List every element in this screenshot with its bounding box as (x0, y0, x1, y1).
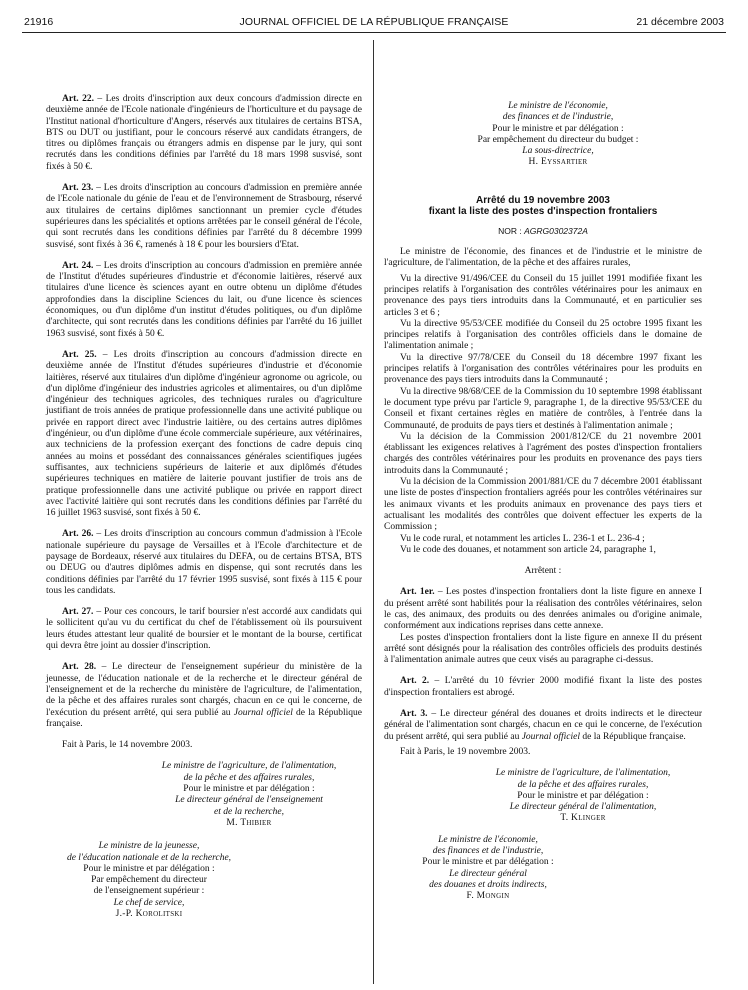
article-text: – Le directeur général des douanes et droits indirects et le directeur général de l'alimentation sont chargés, chacun en ce qui le concerne, de l'exécution du présent arrêté, qui sera publié au (384, 709, 702, 742)
signature-line: de la pêche et des affaires rurales, (183, 772, 315, 783)
article-text: – Les postes d'inspection frontaliers dont la liste figure en annexe I du présent arrêté sont habilités pour la réalisation des contrôles vétérinaires, selon le cas, des animaux, des produits ou des denrées animales ou d'origine animale, conformément aux indications reprises dans cette annexe. (384, 587, 702, 632)
article-text: – Le directeur de l'enseignement supérieur du ministère de la jeunesse, de l'éducation nationale et de la recherche et le directeur général de l'enseignement et de la recherche du ministère de l'agriculture, de l'alimentation, de la pêche et des affaires rurales sont chargés, chacun en ce qui le concerne, de l'exécution du présent arrêté, qui sera publié au (46, 662, 362, 718)
issue-date: 21 décembre 2003 (636, 16, 724, 28)
signing-place-date: Fait à Paris, le 19 novembre 2003. (400, 746, 531, 757)
signature-line: Le ministre de la jeunesse, (98, 841, 200, 852)
visa: Vu le code rural, et notamment les articles L. 236-1 et L. 236-4 ; (400, 533, 645, 544)
article-text: – Les droits d'inscription au concours d'admission directe en deuxième année de l'Institut d'études supérieures d'industrie et d'économie laitières, réservé aux titulaires d'un diplôme d'ingénieur agronome ou agricole, ou d'un diplôme d'ingénieur des industries agricoles et alimentaires, ou d'un diplôme d'ingénieur des techniques agricoles, des techniques rurales ou d'agriculture justifiant de trois années de pratique professionnelle dans une activité publique ou privée en rapport direct avec l'industrie laitière, ou des certains autres diplômes d'ingénieur, ou d'un diplôme d'une école commerciale supérieure, aux vétérinaires, aux techniciens de la profession exerçant des fonctions de cadre depuis cinq années au moins et possédant des connaissances générales scientifiques jugées suffisantes, aux techniciens supérieurs de laiterie et aux diplômés d'études supérieures techniques en matière de laiterie pouvant justifier de trois ans de pratique professionnelle dans une activité publique ou privée en rapport direct avec l'activité laitière qui sont recrutés dans les conditions définies par l'arrêté du 16 juillet 1963 susvisé, sont fixés à 50 €. (46, 349, 362, 519)
signature-line: Le chef de service, (113, 897, 185, 908)
article-text: – Les droits d'inscription aux deux concours d'admission directe en deuxième année de l'Ecole nationale d'ingénieurs de l'horticulture et du paysage de l'Institut national d'horticulture d'Angers, réservés aux titulaires de certains BTSA, BTS ou DUT ou justifiant, pour le concours réservé aux candidats étrangers, de titres ou diplômes français ou étrangers admis en dispense par le jury, qui sont recrutés dans les conditions définies par l'arrêté du 18 mars 1998 susvisé, sont fixés à 50 €. (46, 94, 362, 172)
signatory-name: T. Klinger (560, 813, 606, 824)
article-23 (46, 183, 362, 251)
left-column (46, 94, 362, 920)
arretent-heading: Arrêtent : (524, 566, 562, 577)
article-text: – Pour ces concours, le tarif boursier n'est accordé aux candidats qui le sollicitent qu'au vu du certificat du chef de l'établissement où ils poursuivent leurs études attestant leur qualité de boursier et le montant de la bourse, certificat qui devra être joint au dossier d'inscription. (46, 607, 362, 652)
signatory-name: H. Eyssartier (528, 157, 588, 168)
signing-place-date: Fait à Paris, le 14 novembre 2003. (62, 740, 193, 751)
signature-line: Pour le ministre et par délégation : (422, 857, 554, 868)
signature-education (46, 841, 362, 920)
article-text: – Les droits d'inscription au concours commun d'admission à l'Ecole nationale supérieure du paysage de Versailles et à l'Ecole d'architecture et de paysage de Bordeaux, réservé aux titulaires du DEFA, ou de certains BTSA, BTS ou DEUG ou d'autres diplômes admis en dispense, qui sont recrutés dans les conditions définies par l'arrêté du 17 février 1995 susvisé, sont fixés à 115 € pour tous les candidats. (46, 529, 362, 596)
signature-economy-bottom (384, 835, 702, 903)
page-header (22, 10, 726, 33)
right-column (384, 101, 702, 903)
article-2 (384, 676, 702, 699)
article-label: Art. 26. (62, 529, 94, 540)
article-text: – L'arrêté du 10 février 2000 modifié fixant la liste des postes d'inspection frontaliers est abrogé. (384, 676, 702, 698)
article-26 (46, 529, 362, 597)
article-label: Art. 24. (62, 260, 94, 271)
signature-line: des finances et de l'industrie, (432, 846, 544, 857)
journal-reference: Journal officiel (233, 707, 293, 718)
article-text: – Les droits d'inscription au concours d'admission en première année de l'Institut d'études supérieures d'industrie et d'économie laitières, réservé aux titulaires d'une licence ès sciences ayant en outre obtenu un diplôme d'études approfondies dans la discipline Sciences du lait, ou d'une licence ès sciences économiques, ou d'un diplôme d'un institut d'études politiques, ou d'un diplôme d'architecte, qui sont recrutés dans les conditions définies par l'arrêté du 16 juillet 1963 susvisé, sont fixés à 50 €. (46, 260, 362, 339)
signature-line: Le directeur général (449, 868, 527, 879)
article-1 (384, 587, 702, 632)
signature-line: de l'enseignement supérieur : (93, 886, 205, 897)
nor-code: AGRG0302372A (524, 225, 588, 236)
signature-line: Le ministre de l'économie, (438, 834, 538, 845)
signatory-name: F. Mongin (466, 891, 510, 902)
article-28 (46, 662, 362, 730)
article-label: Art. 25. (62, 349, 97, 360)
signature-line: des douanes et droits indirects, (429, 879, 547, 890)
signature-line: Le directeur général de l'enseignement (175, 795, 323, 806)
signatory-name: M. Thibier (226, 817, 272, 828)
signature-line: Pour le ministre et par délégation : (83, 863, 215, 874)
signatory-name: J.-P. Korolitski (115, 909, 183, 919)
signature-agriculture-right (384, 768, 702, 824)
article-text: – Les droits d'inscription au concours d'admission en première année de l'Ecole nationale du génie de l'eau et de l'environnement de Strasbourg, réservé aux titulaires de certains diplômes sanctionnant un premier cycle d'études supérieures dans les spécialités et options arrêtées par le conseil général de l'école, qui sont recrutés dans les conditions définies par l'arrêté du 8 décembre 1999 susvisé, sont fixés à 36 €, ramenés à 18 € pour les boursiers d'Etat. (46, 183, 362, 250)
signature-agriculture (46, 761, 362, 829)
journal-title: JOURNAL OFFICIEL DE LA RÉPUBLIQUE FRANÇAISE (239, 16, 509, 28)
signature-line: des finances et de l'industrie, (502, 112, 614, 123)
article-1-paragraph-2: Les postes d'inspection frontaliers dont la liste figure en annexe II du présent arrêté sont désignés pour la réalisation des contrôles officiels des produits destinés à l'alimentation animale autres que ceux visés au paragraphe ci-dessus. (384, 632, 702, 666)
article-27 (46, 607, 362, 652)
signature-line: Pour le ministre et par délégation : (517, 790, 649, 801)
nor-reference (384, 226, 702, 237)
visa: Vu la directive 98/68/CEE de la Commission du 10 septembre 1998 établissant le document type prévu par l'article 9, paragraphe 1, de la directive 95/53/CEE du Conseil et fixant certaines règles en matière de contrôles, à l'entrée dans la Communauté, de produits de pays tiers et destinés à l'alimentation animale ; (384, 386, 702, 431)
visa: Vu la décision de la Commission 2001/881/CE du 7 décembre 2001 établissant une liste de postes d'inspection frontaliers agréés pour les contrôles vétérinaires sur les animaux vivants et les produits animaux en provenance des pays tiers et actualisant les modalités des contrôles que doivent effectuer les experts de la Commission ; (384, 477, 702, 533)
signature-economy-top (384, 101, 702, 169)
article-22 (46, 94, 362, 173)
journal-reference: Journal officiel (521, 731, 581, 742)
page-number: 21916 (24, 16, 54, 28)
signature-line: Le directeur général de l'alimentation, (509, 802, 657, 813)
decree-title-line: Arrêté du 19 novembre 2003 (476, 194, 610, 206)
decree-title (384, 195, 702, 218)
decree-title-line: fixant la liste des postes d'inspection frontaliers (428, 206, 658, 218)
article-label: Art. 23. (62, 183, 94, 194)
visa: Vu la décision de la Commission 2001/812/CE du 21 novembre 2001 établissant les exigences relatives à l'agrément des postes d'inspection frontaliers chargés des contrôles vétérinaires pour les produits en provenance des pays tiers introduits dans la Communauté ; (384, 431, 702, 476)
visa: Vu la directive 95/53/CEE modifiée du Conseil du 25 octobre 1995 fixant les principes relatifs à l'organisation des contrôles officiels dans le domaine de l'alimentation animale ; (384, 318, 702, 352)
signature-line: Le ministre de l'agriculture, de l'alimentation, (495, 768, 671, 779)
article-text: de la République française. (580, 731, 686, 742)
article-3 (384, 709, 702, 743)
signature-line: Par empêchement du directeur (91, 875, 207, 886)
visa: Vu la directive 91/496/CEE du Conseil du 15 juillet 1991 modifiée fixant les principes relatifs à l'organisation des contrôles vétérinaires pour les animaux en provenance des pays tiers introduits dans la Communauté, et en particulier ses articles 3 et 6 ; (384, 273, 702, 318)
article-label: Art. 28. (62, 662, 97, 673)
signature-line: Le ministre de l'économie, (508, 101, 608, 111)
article-label: Art. 27. (62, 607, 94, 618)
signature-line: Par empêchement du directeur du budget : (477, 134, 639, 145)
signature-line: Pour le ministre et par délégation : (492, 123, 624, 134)
signature-line: de la pêche et des affaires rurales, (517, 779, 649, 790)
signature-line: et de la recherche, (214, 806, 284, 817)
article-label: Art. 3. (400, 709, 428, 720)
article-label: Art. 2. (400, 676, 430, 687)
preamble: Le ministre de l'économie, des finances et de l'industrie et le ministre de l'agriculture, de l'alimentation, de la pêche et des affaires rurales, (384, 247, 702, 269)
article-24 (46, 261, 362, 340)
visa: Vu la directive 97/78/CEE du Conseil du 18 décembre 1997 fixant les principes relatifs à l'organisation des contrôles vétérinaires pour les produits en provenance des pays tiers introduits dans la Communauté ; (384, 352, 702, 386)
article-25 (46, 350, 362, 519)
article-text: de la République française. (46, 707, 362, 729)
signature-line: Pour le ministre et par délégation : (183, 784, 315, 795)
signature-line: de l'éducation nationale et de la recherche, (66, 852, 232, 863)
signature-line: Le ministre de l'agriculture, de l'alimentation, (161, 761, 337, 772)
article-label: Art. 1er. (400, 587, 435, 598)
article-label: Art. 22. (62, 94, 94, 104)
visa: Vu le code des douanes, et notamment son article 24, paragraphe 1, (400, 544, 656, 555)
signature-line: La sous-directrice, (522, 146, 594, 157)
column-divider (373, 40, 374, 984)
nor-label: NOR : (498, 225, 525, 236)
